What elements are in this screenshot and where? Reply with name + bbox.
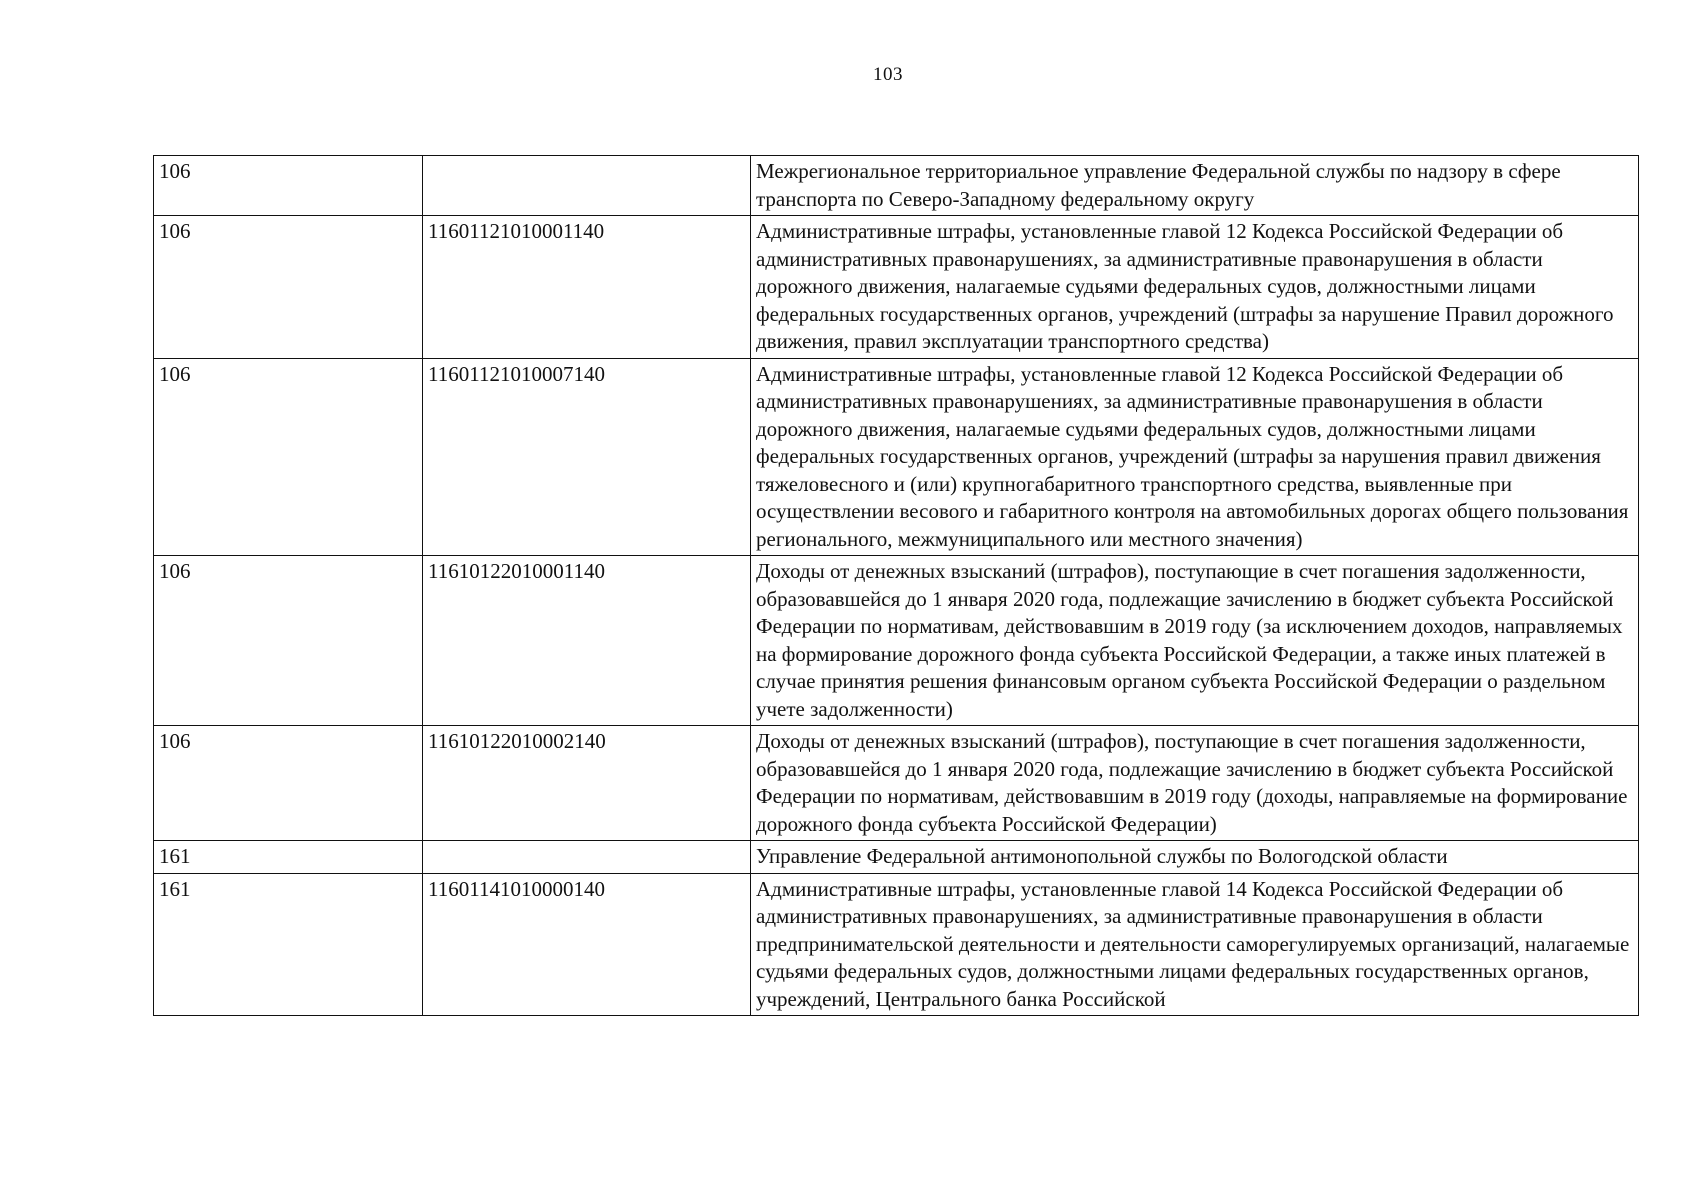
kbk-code-cell: 11610122010002140 xyxy=(423,726,751,841)
admin-code-cell: 161 xyxy=(154,873,423,1016)
table-row xyxy=(154,216,1639,359)
description-cell: Административные штрафы, установленные главой 12 Кодекса Российской Федерации об административных правонарушениях, за административные правонарушения в области дорожного движения, налагаемые судьями федеральных судов, должностными лицами федеральных государственных органов, учреждений (штрафы за нарушения правил движения тяжеловесного и (или) крупногабаритного транспортного средства, выявленные при осуществлении весового и габаритного контроля на автомобильных дорогах общего пользования регионального, межмуниципального или местного значения) xyxy=(751,358,1639,556)
admin-code-cell: 106 xyxy=(154,216,423,359)
description-cell: Административные штрафы, установленные главой 12 Кодекса Российской Федерации об административных правонарушениях, за административные правонарушения в области дорожного движения, налагаемые судьями федеральных судов, должностными лицами федеральных государственных органов, учреждений (штрафы за нарушение Правил дорожного движения, правил эксплуатации транспортного средства) xyxy=(751,216,1639,359)
table-row xyxy=(154,156,1639,216)
description-cell: Управление Федеральной антимонопольной службы по Вологодской области xyxy=(751,841,1639,874)
kbk-code-cell: 11601121010001140 xyxy=(423,216,751,359)
kbk-code-cell xyxy=(423,156,751,216)
table-row xyxy=(154,841,1639,874)
table-row xyxy=(154,556,1639,726)
kbk-code-cell: 11601141010000140 xyxy=(423,873,751,1016)
table-row xyxy=(154,873,1639,1016)
table-row xyxy=(154,726,1639,841)
page-number: 103 xyxy=(873,64,903,85)
admin-code-cell: 106 xyxy=(154,156,423,216)
admin-code-cell: 106 xyxy=(154,556,423,726)
admin-code-cell: 161 xyxy=(154,841,423,874)
kbk-code-cell: 11601121010007140 xyxy=(423,358,751,556)
kbk-code-cell: 11610122010001140 xyxy=(423,556,751,726)
admin-code-cell: 106 xyxy=(154,726,423,841)
kbk-code-cell xyxy=(423,841,751,874)
description-cell: Межрегиональное территориальное управление Федеральной службы по надзору в сфере транспорта по Северо-Западному федеральному округу xyxy=(751,156,1639,216)
description-cell: Доходы от денежных взысканий (штрафов), поступающие в счет погашения задолженности, образовавшейся до 1 января 2020 года, подлежащие зачислению в бюджет субъекта Российской Федерации по нормативам, действовавшим в 2019 году (доходы, направляемые на формирование дорожного фонда субъекта Российской Федерации) xyxy=(751,726,1639,841)
table-row xyxy=(154,358,1639,556)
income-codes-table xyxy=(153,155,1639,1016)
description-cell: Доходы от денежных взысканий (штрафов), поступающие в счет погашения задолженности, образовавшейся до 1 января 2020 года, подлежащие зачислению в бюджет субъекта Российской Федерации по нормативам, действовавшим в 2019 году (за исключением доходов, направляемых на формирование дорожного фонда субъекта Российской Федерации, а также иных платежей в случае принятия решения финансовым органом субъекта Российской Федерации о раздельном учете задолженности) xyxy=(751,556,1639,726)
description-cell: Административные штрафы, установленные главой 14 Кодекса Российской Федерации об административных правонарушениях, за административные правонарушения в области предпринимательской деятельности и деятельности саморегулируемых организаций, налагаемые судьями федеральных судов, должностными лицами федеральных государственных органов, учреждений, Центрального банка Российской xyxy=(751,873,1639,1016)
admin-code-cell: 106 xyxy=(154,358,423,556)
